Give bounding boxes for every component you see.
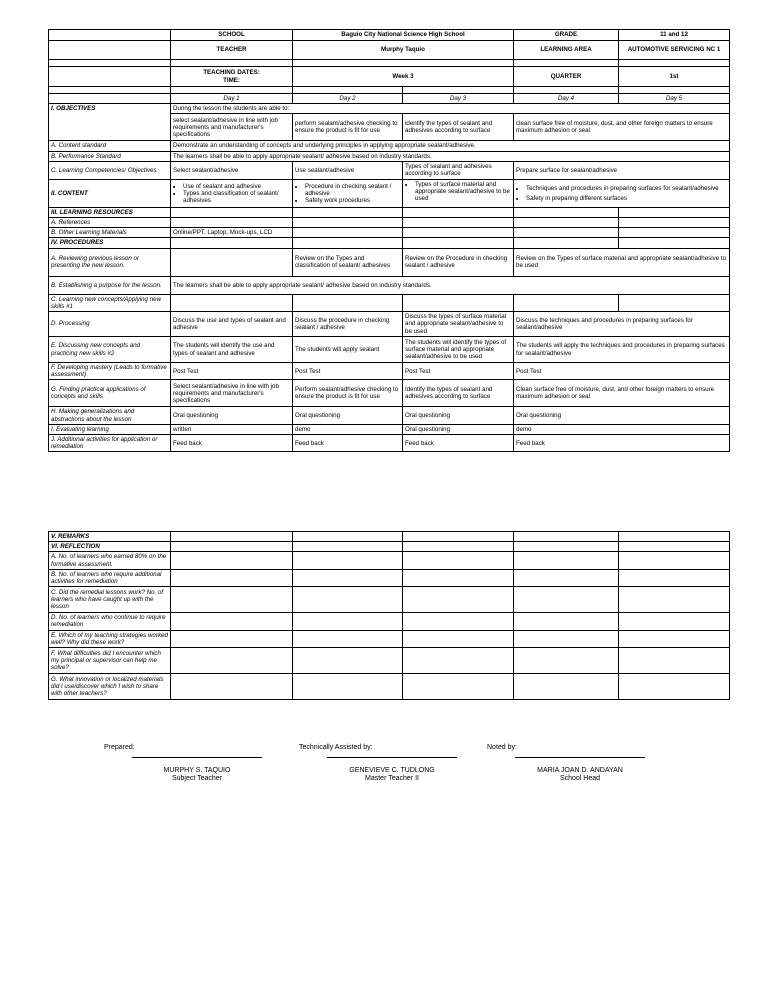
procedure-a-row (49, 248, 730, 276)
teacher-label: TEACHER (171, 41, 293, 60)
procedure-b-text: The learners shall be able to apply appropriate sealant/ adhesive based on industry standards. (171, 276, 730, 294)
procedure-e-day-2: The students will apply sealant (293, 337, 403, 363)
procedure-d-day-4: Discuss the techniques and procedures in preparing surfaces for sealant/adhesive (514, 312, 730, 337)
dates-label: TEACHING DATES: (203, 69, 260, 77)
objective-day-1: select sealant/adhesive in line with job requirements and manufacturer's specifications (171, 114, 293, 141)
objectives-label: I. OBJECTIVES (49, 104, 171, 141)
procedure-d-row (49, 312, 730, 337)
other-materials-label: B. Other Learning Materials (49, 228, 171, 238)
reflection-label: VI. REFLECTION (49, 542, 171, 552)
procedure-j-day-4: Feed back (514, 435, 730, 452)
procedure-e-day-3: The students will identify the types of surface material and appropriate sealant/adhesive to be used (403, 337, 514, 363)
school-row (49, 30, 730, 41)
reflection-f-label: F. What difficulties did I encounter which my principal or supervisor can help me solve? (49, 648, 171, 674)
procedure-f-label: F. Developing mastery (Leads to formative assessment) (49, 363, 171, 380)
teacher-name: Murphy Taquio (293, 41, 514, 60)
procedure-h-day-1: Oral questioning (171, 407, 293, 424)
reflection-g-label: G. What innovation or localized materials did I use/discover which I wish to share with other teachers? (49, 674, 171, 700)
procedure-f-day-1: Post Test (171, 363, 293, 380)
procedure-j-day-3: Feed back (403, 435, 514, 452)
quarter-label: QUARTER (514, 67, 619, 87)
lesson-plan-table (48, 29, 730, 452)
procedure-a-label: A. Reviewing previous lesson or presenting the new lesson. (49, 248, 171, 276)
day-1-header: Day 1 (171, 94, 293, 104)
procedure-e-day-1: The students will identify the use and types of sealant and adhesive (171, 337, 293, 363)
spacer-row (49, 60, 730, 67)
signature-line (515, 757, 645, 758)
references-label: A. References (49, 218, 171, 228)
procedure-f-day-3: Post Test (403, 363, 514, 380)
procedure-i-day-1: written (171, 424, 293, 434)
procedure-g-label: G. Finding practical applications of concepts and skills (49, 380, 171, 407)
dates-row (49, 67, 730, 87)
remarks-label: V. REMARKS (49, 532, 171, 542)
procedure-e-day-4: The students will apply the techniques and procedures in preparing surfaces for sealant/adhesive (514, 337, 730, 363)
content-label: II. CONTENT (49, 179, 171, 207)
day-2-header: Day 2 (293, 94, 403, 104)
procedure-h-row (49, 407, 730, 424)
reflection-e-label: E. Which of my teaching strategies worked well? Why did these work? (49, 630, 171, 647)
school-label: SCHOOL (171, 30, 293, 41)
procedure-c-label: C. Learning new concepts/Applying new skills #1 (49, 294, 171, 311)
content-standard-label: A. Content standard (49, 141, 171, 151)
content-day-3 (403, 179, 514, 207)
noted-name: MARIA JOAN D. ANDAYAN (537, 767, 623, 774)
week-value: Week 3 (293, 67, 514, 87)
time-label: TIME: (223, 76, 240, 84)
noted-label: Noted by: (487, 744, 517, 751)
procedure-h-label: H. Making generalizations and abstractions about the lesson (49, 407, 171, 424)
procedure-h-day-4: Oral questioning (514, 407, 730, 424)
competency-day-4: Prepare surface for sealant/adhesive (514, 161, 730, 179)
procedure-i-row (49, 424, 730, 434)
signature-line (327, 757, 457, 758)
content-item: • Types of surface material and appropriate sealant/adhesive to be used (415, 181, 511, 203)
procedure-g-day-2: Perform sealant/adhesive checking to ensure the product is fit for use (293, 380, 403, 407)
content-item: • Types and classification of sealant/ adhesives (183, 190, 290, 204)
procedure-h-day-2: Oral questioning (293, 407, 403, 424)
procedure-j-day-2: Feed back (293, 435, 403, 452)
procedure-f-row (49, 363, 730, 380)
days-header-row (49, 94, 730, 104)
day-4-header: Day 4 (514, 94, 619, 104)
objective-day-2: perform sealant/adhesive checking to ensure the product is fit for use (293, 114, 403, 141)
reflection-d-row (49, 613, 730, 630)
content-item: • Procedure in checking sealant / adhesive (305, 183, 400, 197)
spacer-row-2 (49, 87, 730, 94)
assisted-label: Technically Assisted by: (299, 744, 373, 751)
teacher-row (49, 41, 730, 60)
assisted-name: GENEVIEVE C. TUDLONG (349, 767, 435, 774)
procedures-row (49, 238, 730, 248)
procedure-e-label: E. Discussing new concepts and practicing new skills #2 (49, 337, 171, 363)
area-value: AUTOMOTIVE SERVICING NC 1 (619, 41, 730, 60)
other-materials-value: Online/PPT, Laptop, Mock-ups, LCD (171, 228, 293, 238)
performance-standard-row (49, 151, 730, 161)
performance-standard-text: The learners shall be able to apply appropriate sealant/ adhesive based on industry standards. (171, 151, 730, 161)
procedure-d-day-3: Discuss the types of surface material and appropriate sealant/adhesive to be used (403, 312, 514, 337)
day-5-header: Day 5 (619, 94, 730, 104)
procedure-i-day-4: demo (514, 424, 730, 434)
procedure-e-row (49, 337, 730, 363)
procedure-j-label: J. Additional activities for application or remediation (49, 435, 171, 452)
noted-position: School Head (559, 775, 601, 782)
learning-resources-row (49, 207, 730, 217)
reflection-b-row (49, 569, 730, 586)
objectives-intro: During the lesson the students are able to: (171, 104, 730, 114)
other-materials-row (49, 228, 730, 238)
procedure-g-day-4: Clean surface free of moisture, dust, and other foreign matters to ensure maximum adhesion or seal (514, 380, 730, 407)
objectives-intro-row (49, 104, 730, 114)
procedure-g-day-1: Select sealant/adhesive in line with job requirements and manufacturer's specifications (171, 380, 293, 407)
content-day-4 (514, 179, 730, 207)
procedure-d-day-2: Discuss the procedure in checking sealant / adhesive (293, 312, 403, 337)
competency-day-2: Use sealant/adhesive (293, 161, 403, 179)
content-item: • Safety work procedures (305, 197, 400, 204)
procedure-j-day-1: Feed back (171, 435, 293, 452)
procedure-i-label: I. Evaluating learning (49, 424, 171, 434)
procedure-f-day-2: Post Test (293, 363, 403, 380)
grade-value: 11 and 12 (619, 30, 730, 41)
prepared-label: Prepared: (104, 744, 135, 751)
remarks-row (49, 532, 730, 542)
reflection-f-row (49, 648, 730, 674)
content-row (49, 179, 730, 207)
reflection-a-row (49, 552, 730, 569)
day-3-header: Day 3 (403, 94, 514, 104)
content-item: • Use of sealant and adhesive (183, 183, 290, 190)
competencies-label: C. Learning Competencies/ Objectives (49, 161, 171, 179)
procedure-d-label: D. Processing (49, 312, 171, 337)
signature-line (132, 757, 262, 758)
competencies-row (49, 161, 730, 179)
content-day-2 (293, 179, 403, 207)
procedure-d-day-1: Discuss the use and types of sealant and adhesive (171, 312, 293, 337)
prepared-name: MURPHY S. TAQUIO (163, 767, 231, 774)
competency-day-3: Types of sealant and adhesives according to surface (403, 161, 514, 179)
procedures-label: IV. PROCEDURES (49, 238, 171, 248)
content-item: • Techniques and procedures in preparing surfaces for sealant/adhesive (526, 185, 727, 192)
reflection-c-row (49, 587, 730, 613)
reflection-table (48, 531, 730, 700)
procedure-j-row (49, 435, 730, 452)
references-row (49, 218, 730, 228)
school-name: Baguio City National Science High School (293, 30, 514, 41)
procedure-h-day-3: Oral questioning (403, 407, 514, 424)
procedure-g-day-3: Identify the types of sealant and adhesives according to surface (403, 380, 514, 407)
dates-cell (171, 67, 293, 87)
reflection-e-row (49, 630, 730, 647)
content-item: • Safety in preparing different surfaces (526, 195, 727, 202)
competency-day-1: Select sealant/adhesive (171, 161, 293, 179)
content-standard-text: Demonstrate an understanding of concepts and underlying principles in applying appropriate sealant/adhesive. (171, 141, 730, 151)
reflection-b-label: B. No. of learners who require additional activities for remediation (49, 569, 171, 586)
reflection-d-label: D. No. of learners who continue to require remediation (49, 613, 171, 630)
prepared-position: Subject Teacher (171, 775, 223, 782)
procedure-b-row (49, 276, 730, 294)
grade-label: GRADE (514, 30, 619, 41)
reflection-g-row (49, 674, 730, 700)
reflection-c-label: C. Did the remedial lessons work? No. of learners who have caught up with the lesson (49, 587, 171, 613)
area-label: LEARNING AREA (514, 41, 619, 60)
procedure-f-day-4: Post Test (514, 363, 730, 380)
procedure-b-label: B. Establishing a purpose for the lesson. (49, 276, 171, 294)
content-standard-row (49, 141, 730, 151)
assisted-position: Master Teacher II (365, 775, 419, 782)
procedure-i-day-2: demo (293, 424, 403, 434)
procedure-c-row (49, 294, 730, 311)
procedure-i-day-3: Oral questioning (403, 424, 514, 434)
procedure-a-day-4: Review on the Types of surface material and appropriate sealant/adhesive to be used (514, 248, 730, 276)
procedure-a-day-3: Review on the Procedure in checking sealant / adhesive (403, 248, 514, 276)
objective-day-3: identify the types of sealant and adhesives according to surface (403, 114, 514, 141)
quarter-value: 1st (619, 67, 730, 87)
content-day-1 (171, 179, 293, 207)
procedure-g-row (49, 380, 730, 407)
procedure-a-day-2: Review on the Types and classification of sealant/ adhesives (293, 248, 403, 276)
learning-resources-label: III. LEARNING RESOURCES (49, 207, 171, 217)
reflection-row (49, 542, 730, 552)
reflection-a-label: A. No. of learners who earned 80% on the formative assessment. (49, 552, 171, 569)
objective-day-4: clean surface free of moisture, dust, and other foreign matters to ensure maximum adhesion or seal (514, 114, 730, 141)
performance-standard-label: B. Performance Standard (49, 151, 171, 161)
